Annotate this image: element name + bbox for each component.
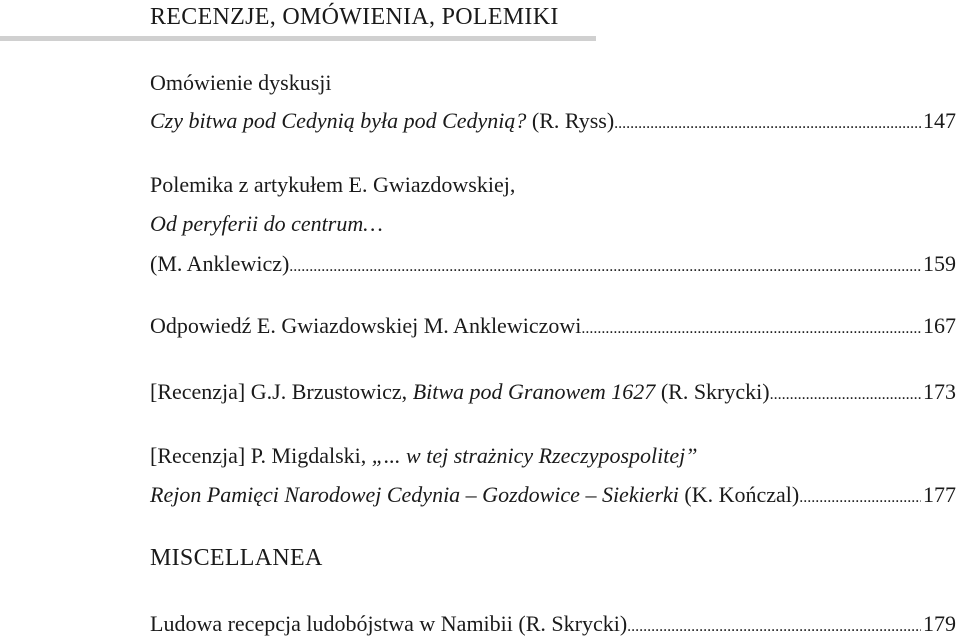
toc-entry-author: (K. Kończal): [678, 482, 800, 507]
toc-entry-text: [150, 108, 614, 134]
toc-entry-line: Omówienie dyskusji: [150, 70, 332, 95]
toc-entry-row[interactable]: [150, 482, 956, 511]
toc-leader-dots: [770, 379, 921, 408]
toc-entry-author: (M. Anklewicz): [150, 251, 290, 276]
toc-entry-row[interactable]: [150, 379, 956, 408]
toc-entry-prefix: [Recenzja] G.J. Brzustowicz,: [150, 379, 413, 404]
toc-entry-row[interactable]: [150, 611, 956, 640]
toc-page-number: 177: [923, 482, 956, 507]
toc-entry-prefix: [Recenzja] P. Migdalski,: [150, 443, 372, 468]
toc-entry-line: Polemika z artykułem E. Gwiazdowskiej,: [150, 172, 516, 197]
toc-entry-italic-title: Rejon Pamięci Narodowej Cedynia – Gozdowice – Siekierki: [150, 482, 679, 507]
toc-entry-italic-title: „... w tej strażnicy Rzeczypospolitej”: [371, 443, 698, 468]
toc-entry-text: [150, 379, 770, 405]
toc-page-number: 173: [923, 379, 956, 404]
toc-leader-dots: [581, 313, 921, 342]
toc-page-number: 159: [923, 251, 956, 276]
toc-page-number: 147: [923, 108, 956, 133]
toc-page-number: 179: [923, 611, 956, 636]
toc-entry-row[interactable]: [150, 251, 956, 280]
toc-leader-dots: [614, 108, 921, 137]
toc-entry-author: (R. Ryss): [526, 108, 615, 133]
toc-entry-row[interactable]: [150, 108, 956, 137]
toc-entry-italic-title: Czy bitwa pod Cedynią była pod Cedynią?: [150, 108, 527, 133]
toc-entry-text: Odpowiedź E. Gwiazdowskiej M. Anklewiczowi: [150, 313, 582, 338]
section-rule: [0, 36, 596, 41]
toc-entry-author: (R. Skrycki): [655, 379, 770, 404]
section-heading-reviews: RECENZJE, OMÓWIENIA, POLEMIKI: [150, 4, 559, 30]
toc-entry-text: Ludowa recepcja ludobójstwa w Namibii (R. Skrycki): [150, 611, 628, 636]
toc-entry-line: [150, 443, 698, 469]
toc-entry-row[interactable]: [150, 313, 956, 342]
toc-entry-italic-text: Od peryferii do centrum…: [150, 211, 383, 236]
toc-leader-dots: [627, 611, 921, 640]
section-heading-miscellanea: MISCELLANEA: [150, 545, 323, 571]
toc-page-number: 167: [923, 313, 956, 338]
toc-leader-dots: [289, 251, 921, 280]
toc-leader-dots: [799, 482, 921, 511]
toc-entry-text: [150, 482, 799, 508]
toc-entry-italic-title: [150, 211, 383, 237]
toc-entry-italic-title: Bitwa pod Granowem 1627: [412, 379, 656, 404]
